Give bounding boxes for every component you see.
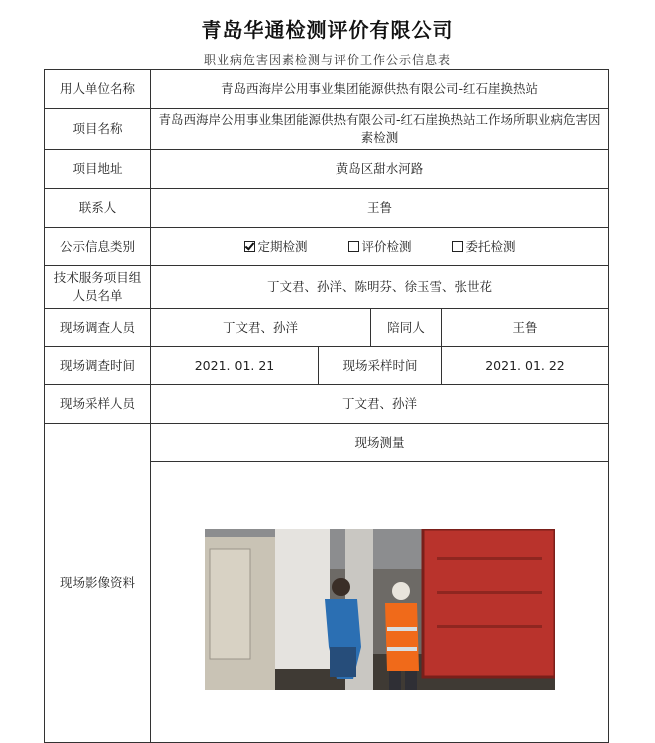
team-label: 技术服务项目组人员名单 — [45, 266, 151, 309]
checkbox-commissioned[interactable] — [452, 238, 516, 256]
checkbox-commissioned-label: 委托检测 — [465, 238, 516, 254]
employer-value: 青岛西海岸公用事业集团能源供热有限公司-红石崖换热站 — [151, 70, 609, 109]
empty-box-icon — [348, 241, 359, 252]
project-value: 青岛西海岸公用事业集团能源供热有限公司-红石崖换热站工作场所职业病危害因素检测 — [151, 109, 609, 150]
row-project — [45, 109, 609, 150]
employer-label: 用人单位名称 — [45, 70, 151, 109]
survey-staff-value: 丁文君、孙洋 — [151, 309, 371, 347]
photo-cell — [151, 462, 609, 743]
category-label: 公示信息类别 — [45, 228, 151, 266]
row-address — [45, 150, 609, 189]
companion-value: 王鲁 — [442, 309, 609, 347]
checkbox-periodic-label: 定期检测 — [257, 238, 308, 254]
checkbox-evaluation[interactable] — [348, 238, 412, 256]
team-value: 丁文君、孙洋、陈明芬、徐玉雪、张世花 — [151, 266, 609, 309]
checkbox-evaluation-label: 评价检测 — [361, 238, 412, 254]
sampling-staff-label: 现场采样人员 — [45, 385, 151, 424]
row-sampling-staff — [45, 385, 609, 424]
contact-label: 联系人 — [45, 189, 151, 228]
sampling-staff-value: 丁文君、孙洋 — [151, 385, 609, 424]
media-caption: 现场测量 — [151, 424, 609, 462]
sampling-time-label: 现场采样时间 — [319, 347, 442, 385]
site-photo — [205, 529, 555, 690]
row-media-caption — [45, 424, 609, 462]
survey-staff-label: 现场调查人员 — [45, 309, 151, 347]
row-category — [45, 228, 609, 266]
row-contact — [45, 189, 609, 228]
project-label: 项目名称 — [45, 109, 151, 150]
document-subtitle: 职业病危害因素检测与评价工作公示信息表 — [203, 53, 451, 67]
info-table — [44, 69, 609, 743]
document-title: 青岛华通检测评价有限公司 — [201, 18, 454, 42]
companion-label: 陪同人 — [371, 309, 442, 347]
contact-value: 王鲁 — [151, 189, 609, 228]
sampling-time-value: 2021. 01. 22 — [442, 347, 609, 385]
address-label: 项目地址 — [45, 150, 151, 189]
media-label: 现场影像资料 — [45, 424, 151, 743]
row-survey-staff — [45, 309, 609, 347]
checked-box-icon — [244, 241, 255, 252]
empty-box-icon — [452, 241, 463, 252]
address-value: 黄岛区甜水河路 — [151, 150, 609, 189]
survey-time-value: 2021. 01. 21 — [151, 347, 319, 385]
category-options — [151, 228, 609, 266]
row-team — [45, 266, 609, 309]
checkbox-periodic[interactable] — [244, 238, 308, 256]
row-employer — [45, 70, 609, 109]
row-times — [45, 347, 609, 385]
survey-time-label: 现场调查时间 — [45, 347, 151, 385]
